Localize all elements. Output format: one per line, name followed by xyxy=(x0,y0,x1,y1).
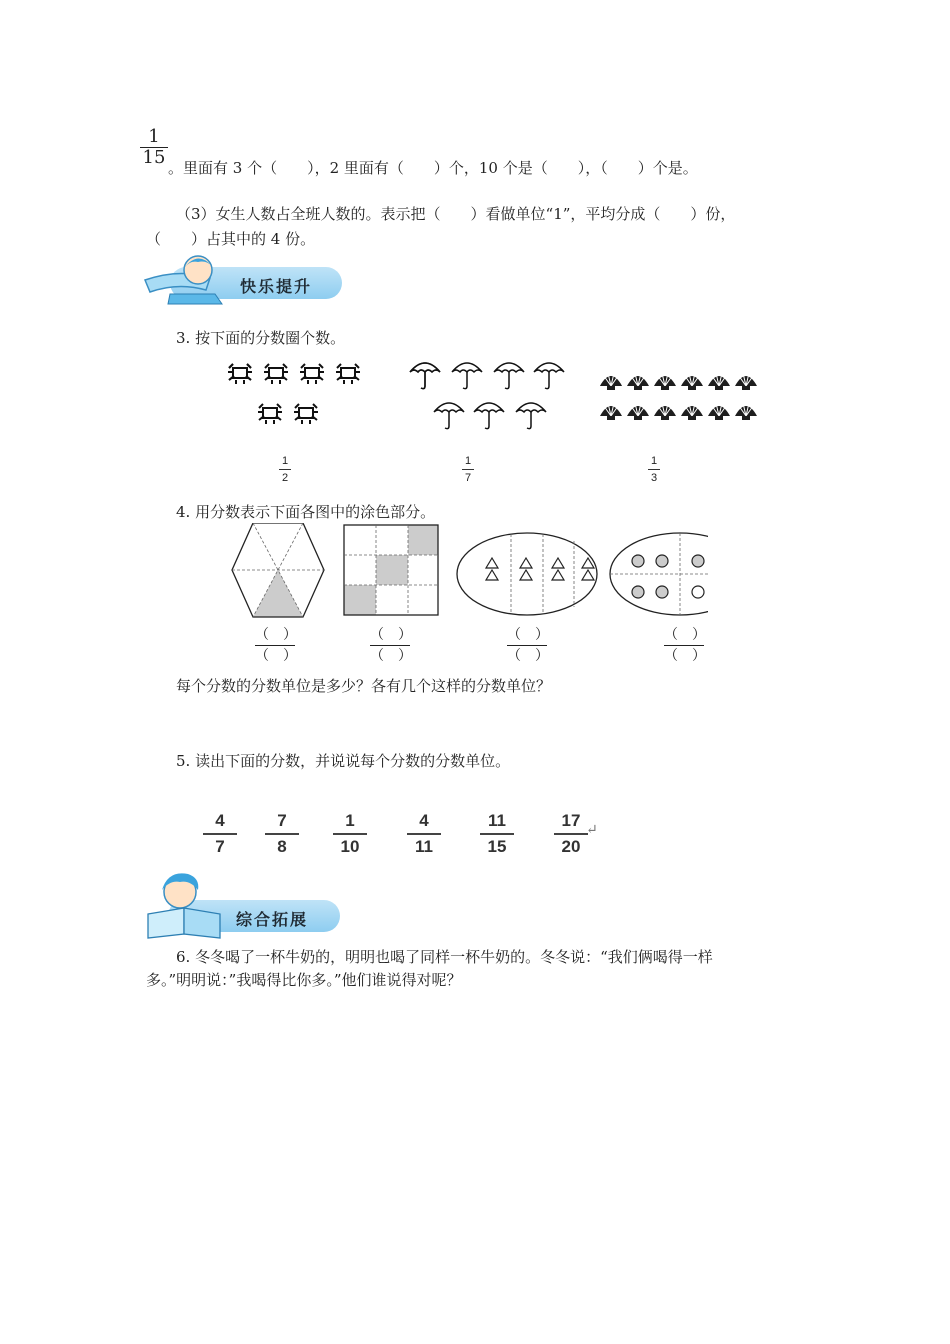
q6-line1: 6. 冬冬喝了一杯牛奶的，明明也喝了同样一杯牛奶的。冬冬说：“我们俩喝得一样 xyxy=(176,948,713,966)
shell-icon xyxy=(708,373,730,390)
shell-icon xyxy=(600,373,622,390)
banner-label: 综合拓展 xyxy=(236,910,309,929)
q4-figures xyxy=(228,523,708,623)
shell-icon xyxy=(654,403,676,420)
umbrella-icon xyxy=(516,403,546,429)
q4-text: 4. 用分数表示下面各图中的涂色部分。 xyxy=(176,503,436,521)
crab-icon xyxy=(228,364,252,384)
shell-icon xyxy=(681,373,703,390)
shell-icon xyxy=(735,403,757,420)
fraction-1-2: 1 2 xyxy=(275,455,295,484)
fraction-4-7: 4 7 xyxy=(203,811,237,857)
shell-icon xyxy=(735,373,757,390)
crab-group xyxy=(225,362,370,436)
umbrella-icon xyxy=(434,403,464,429)
fraction-numerator: 1 xyxy=(148,126,160,147)
shell-icon xyxy=(681,403,703,420)
fraction-1-3: 1 3 xyxy=(644,455,664,484)
crab-icon xyxy=(300,364,324,384)
grid-square-figure xyxy=(344,525,438,615)
return-mark-icon: ↵ xyxy=(586,822,598,838)
answer-blank-4[interactable]: （ ） （ ） xyxy=(664,627,706,664)
fraction-17-20: 17 20 xyxy=(554,811,588,857)
q3-text: 3. 按下面的分数圈个数。 xyxy=(176,329,346,347)
hexagon-figure xyxy=(232,523,324,617)
shell-icon xyxy=(600,403,622,420)
crab-icon xyxy=(336,364,360,384)
fraction-1-10: 1 10 xyxy=(333,811,367,857)
shell-icon xyxy=(627,373,649,390)
umbrella-icon xyxy=(452,363,482,389)
answer-blank-2[interactable]: （ ） （ ） xyxy=(370,627,412,664)
fraction-4-11: 4 11 xyxy=(407,811,441,857)
umbrella-icon xyxy=(534,363,564,389)
umbrella-group xyxy=(408,358,568,432)
fraction-11-15: 11 15 xyxy=(480,811,514,857)
q5-text: 5. 读出下面的分数，并说说每个分数的分数单位。 xyxy=(176,752,511,770)
crab-icon xyxy=(294,404,318,424)
answer-blank-1[interactable]: （ ） （ ） xyxy=(255,627,297,664)
umbrella-icon xyxy=(474,403,504,429)
shell-icon xyxy=(627,403,649,420)
fraction-1-15 xyxy=(140,127,168,168)
q2-part3-line1: （3）女生人数占全班人数的。表示把（ ）看做单位“1”，平均分成（ ）份， xyxy=(176,205,736,223)
circle-ellipse-figure xyxy=(610,533,708,615)
shell-icon xyxy=(654,373,676,390)
crab-icon xyxy=(264,364,288,384)
answer-blank-3[interactable]: （ ） （ ） xyxy=(507,627,549,664)
umbrella-icon xyxy=(494,363,524,389)
cartoon-boy-reading-icon xyxy=(140,868,230,940)
fraction-denominator: 15 xyxy=(142,147,166,168)
banner-label: 快乐提升 xyxy=(240,277,313,296)
q4-followup: 每个分数的分数单位是多少？各有几个这样的分数单位？ xyxy=(176,677,552,695)
shell-group xyxy=(598,368,764,426)
triangle-ellipse-figure xyxy=(457,533,597,615)
q6-line2: 多。”明明说：”我喝得比你多。”他们谁说得对呢？ xyxy=(146,971,462,989)
q2-part2-text: 。里面有 3 个（ ），2 里面有（ ）个，10 个是（ ），（ ）个是。 xyxy=(168,159,698,177)
umbrella-icon xyxy=(410,363,440,389)
crab-icon xyxy=(258,404,282,424)
fraction-7-8: 7 8 xyxy=(265,811,299,857)
fraction-1-7: 1 7 xyxy=(458,455,478,484)
q2-part3-line2: （ ）占其中的 4 份。 xyxy=(146,230,316,248)
cartoon-girl-icon xyxy=(140,250,230,308)
shell-icon xyxy=(708,403,730,420)
